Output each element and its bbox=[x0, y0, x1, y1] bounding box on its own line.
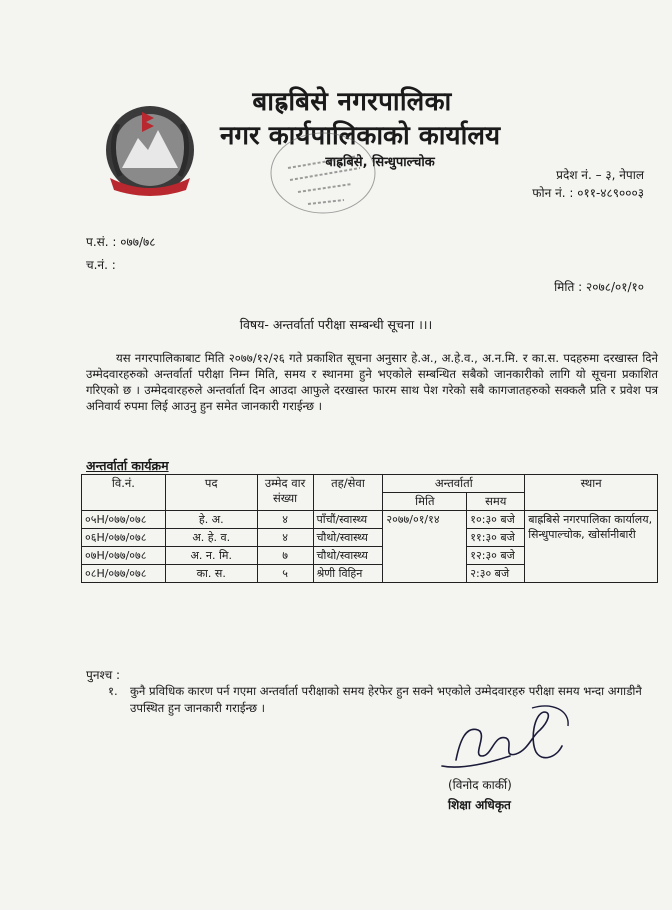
phone-line: फोन नं. : ०११-४८९०००३ bbox=[532, 186, 644, 200]
office-stamp bbox=[268, 128, 378, 218]
postscript-item-text: कुनै प्रविधिक कारण पर्न गएमा अन्तर्वार्ता परीक्षाको समय हेरफेर हुन सक्ने भएकोले उम्मेदवारहरु परीक्षा समय भन्दा अगाडीनै उपस्थित हुन जानकारी गराईन्छ । bbox=[130, 684, 642, 715]
province-line: प्रदेश नं. – ३, नेपाल bbox=[556, 168, 644, 182]
schedule-title: अन्तर्वार्ता कार्यक्रम bbox=[86, 458, 169, 473]
interview-schedule-table bbox=[81, 474, 658, 583]
cell-post: अ. न. मि. bbox=[165, 547, 257, 565]
cell-level: श्रेणी विहिन bbox=[313, 565, 383, 583]
office-name: नगर कार्यपालिकाको कार्यालय bbox=[219, 121, 501, 151]
postscript-item bbox=[108, 683, 668, 717]
cell-ad-no: ०८H/०७७/०७८ bbox=[82, 565, 166, 583]
cell-level: पाँचौं/स्वास्थ्य bbox=[313, 511, 383, 529]
cell-ad-no: ०७H/०७७/०७८ bbox=[82, 547, 166, 565]
header-post: पद bbox=[165, 475, 257, 511]
cell-count: ७ bbox=[257, 547, 313, 565]
subject-line: विषय- अन्तर्वार्ता परीक्षा सम्बन्धी सूचना ।।। bbox=[239, 317, 433, 332]
header-time: समय bbox=[467, 493, 525, 511]
cell-count: ४ bbox=[257, 529, 313, 547]
cell-count: ५ bbox=[257, 565, 313, 583]
header-place: स्थान bbox=[525, 475, 658, 511]
cell-level: चौथो/स्वास्थ्य bbox=[313, 529, 383, 547]
cell-level: चौथो/स्वास्थ्य bbox=[313, 547, 383, 565]
postscript-label: पुनश्च : bbox=[86, 668, 121, 682]
table-row bbox=[82, 511, 658, 529]
signatory-title: शिक्षा अधिकृत bbox=[448, 798, 511, 812]
government-emblem-icon bbox=[100, 98, 200, 198]
signatory-name: (विनोद कार्की) bbox=[448, 778, 512, 792]
cell-post: अ. हे. व. bbox=[165, 529, 257, 547]
cell-count: ४ bbox=[257, 511, 313, 529]
office-address: बाह्रबिसे, सिन्धुपाल्चोक bbox=[325, 155, 435, 170]
cell-ad-no: ०५H/०७७/०७८ bbox=[82, 511, 166, 529]
cell-time: १२:३० बजे bbox=[467, 547, 525, 565]
reference-number: प.सं. : ०७७/७८ bbox=[86, 235, 156, 249]
handwritten-signature bbox=[432, 700, 582, 778]
cell-post: का. स. bbox=[165, 565, 257, 583]
letter-date: मिति : २०७८/०१/१० bbox=[554, 280, 644, 294]
cell-time: १०:३० बजे bbox=[467, 511, 525, 529]
header-count: उम्मेद वार संख्या bbox=[257, 475, 313, 511]
municipality-name: बाह्रबिसे नगरपालिका bbox=[252, 87, 452, 117]
notice-body: यस नगरपालिकाबाट मिति २०७७/१२/२६ गते प्रकाशित सूचना अनुसार हे.अ., अ.हे.व., अ.न.मि. र का.स. पदहरुमा दरखास्त दिने उम्मेदवारहरुको अन्तर्वार्ता परीक्षा निम्न मिति, समय र स्थानमा हुने भएकोले सम्बन्धित सबैको जानकारीको लागि यो सूचना प्रकाशित गरिएको छ । उम्मेदवारहरुले अन्तर्वार्ता दिन आउदा आफुले दरखास्त फारम साथ पेश गरेको सबै कागजातहरुको सक्कलै प्रति र प्रवेश पत्र अनिवार्य रुपमा लिई आउनु हुन समेत जानकारी गराईन्छ । bbox=[86, 351, 658, 413]
header-date: मिति bbox=[383, 493, 467, 511]
cell-time: २:३० बजे bbox=[467, 565, 525, 583]
header-interview: अन्तर्वार्ता bbox=[383, 475, 525, 493]
header-ad-no: वि.नं. bbox=[82, 475, 166, 511]
cell-interview-date: २०७७/०१/१४ bbox=[383, 511, 467, 583]
cell-ad-no: ०६H/०७७/०७८ bbox=[82, 529, 166, 547]
cell-post: हे. अ. bbox=[165, 511, 257, 529]
header-level: तह/सेवा bbox=[313, 475, 383, 511]
postscript-item-number: १. bbox=[108, 684, 118, 698]
dispatch-number: च.नं. : bbox=[86, 258, 116, 272]
cell-place: बाह्रबिसे नगरपालिका कार्यालय, सिन्धुपाल्चोक, खोर्सानीबारी bbox=[525, 511, 658, 583]
cell-time: ११:३० बजे bbox=[467, 529, 525, 547]
